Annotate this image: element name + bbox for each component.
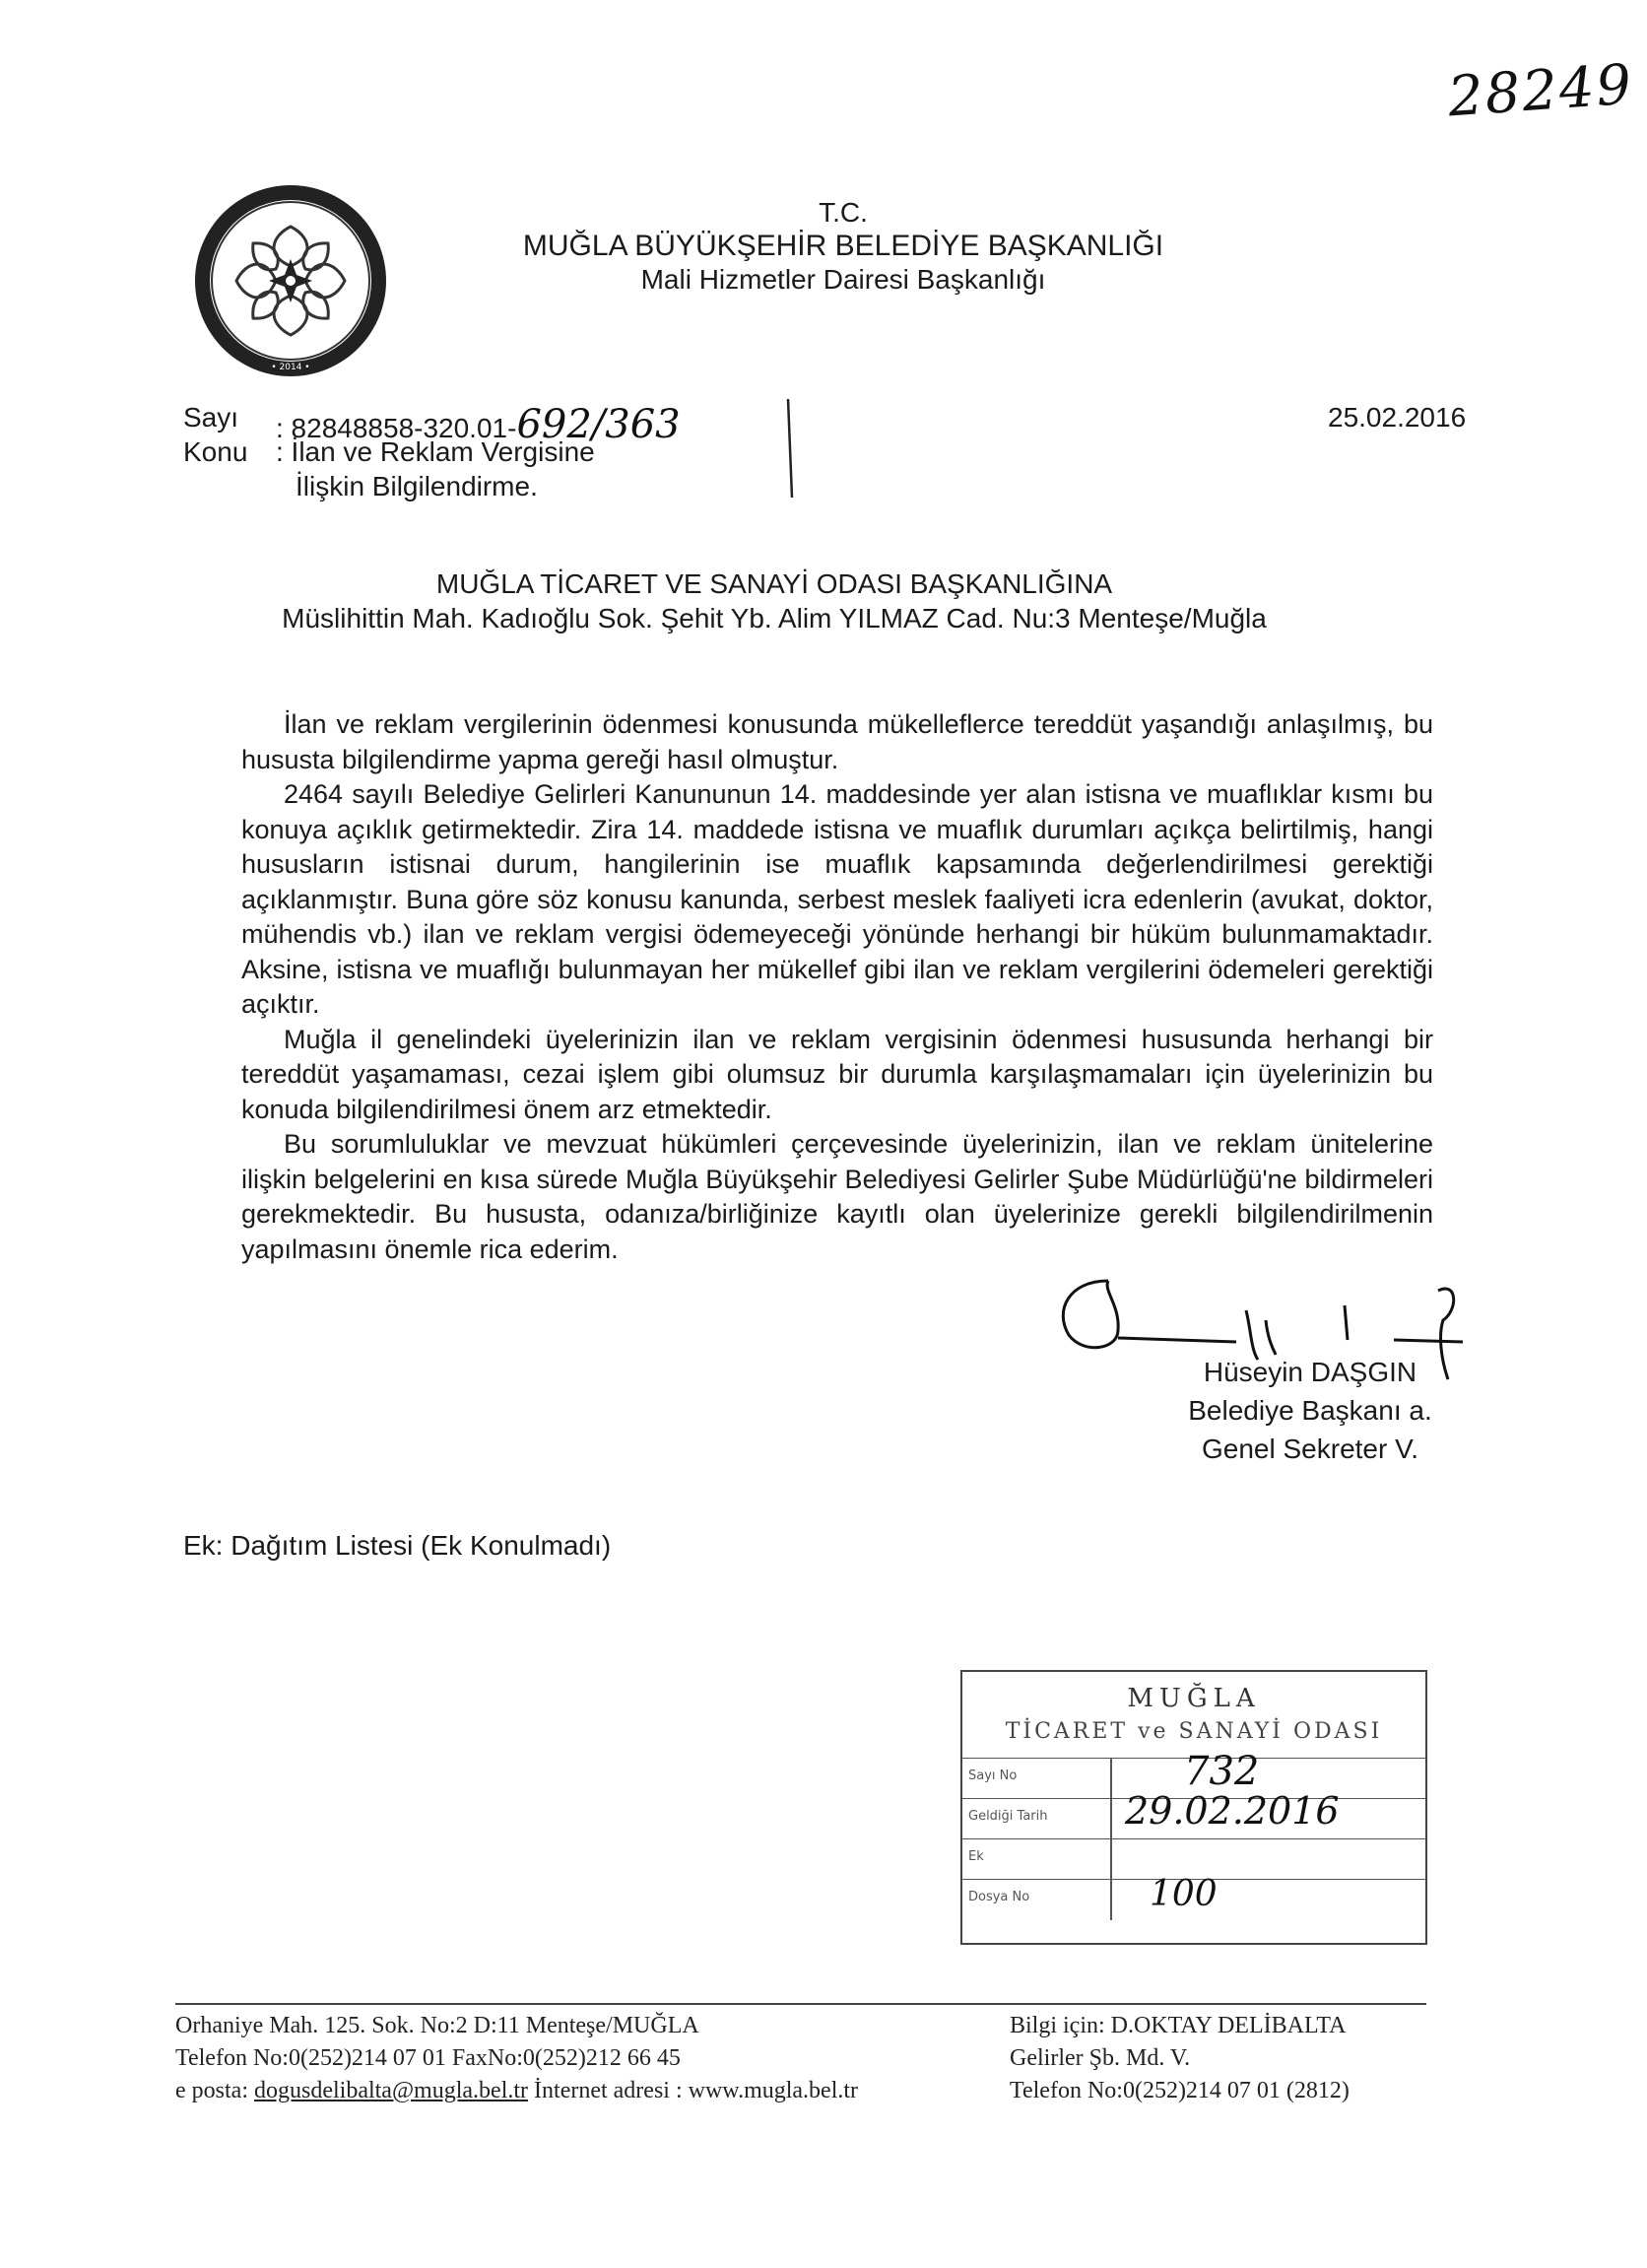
header-department: Mali Hizmetler Dairesi Başkanlığı: [640, 264, 1046, 295]
stamp-row-label: Sayı No: [968, 1768, 1018, 1783]
email-label: e posta:: [175, 2078, 254, 2103]
svg-text:• 2014 •: • 2014 •: [271, 363, 310, 372]
body-paragraph-4: Bu sorumluluklar ve mevzuat hükümleri çerçevesinde üyelerinizin, ilan ve reklam ünitelerine ilişkin belgelerini en kısa sürede Muğla Büyükşehir Belediyesi Gelirler Şube Müdürlüğü'ne bildirmeleri gerekmektedir. Bu hususta, odanıza/birliğinize kayıtlı olan üyelerinize gerekli bilgilendirilmenin yapılmasını önemle rica ederim.: [241, 1129, 1433, 1264]
stamp-row-value: 100: [1150, 1874, 1218, 1914]
footer-contact-left: [175, 2010, 858, 2107]
konu-value-line1: : İlan ve Reklam Vergisine: [276, 436, 595, 467]
stamp-row-dosya: [962, 1874, 1425, 1920]
sayi-label: Sayı: [183, 402, 239, 433]
header-organization: MUĞLA BÜYÜKŞEHİR BELEDİYE BAŞKANLIĞI: [522, 230, 1164, 262]
signature-block: [1143, 1353, 1478, 1468]
addressee-name: MUĞLA TİCARET VE SANAYİ ODASI BAŞKANLIĞINA: [435, 568, 1113, 599]
footer-address: Orhaniye Mah. 125. Sok. No:2 D:11 Menteşe/MUĞLA: [175, 2013, 699, 2038]
body-paragraph-2: 2464 sayılı Belediye Gelirleri Kanununun 14. maddesinde yer alan istisna ve muaflıklar kısmı bu konuya açıklık getirmektedir. Zira 14. maddede istisna ve muaflık durumları açıkça belirtilmiş, hangi hususların istisnai durum, hangilerinin ise muaflık kapsamında değerlendirilmesi gerektiği açıklanmıştır. Buna göre söz konusu kanunda, serbest meslek faaliyeti icra edenlerin (avukat, doktor, mühendis vb.) ilan ve reklam vergisi ödemeyeceği yönünde herhangi bir hüküm bulunmamaktadır. Aksine, istisna ve muaflığı bulunmayan her mükellef gibi ilan ve reklam vergilerini ödemeleri gerektiği açıktır.: [241, 779, 1433, 1019]
incoming-document-stamp: [960, 1670, 1427, 1945]
stamp-title-line1: MUĞLA: [1127, 1684, 1261, 1713]
letter-body: [241, 707, 1433, 1267]
footer-phone-fax: Telefon No:0(252)214 07 01 FaxNo:0(252)212 66 45: [175, 2045, 681, 2071]
stamp-divider: [1110, 1799, 1112, 1839]
sayi-number: : 82848858-320.01-: [276, 413, 517, 443]
stamp-divider: [1110, 1759, 1112, 1799]
footer-info-phone: Telefon No:0(252)214 07 01 (2812): [1010, 2078, 1350, 2103]
stamp-row-label: Geldiği Tarih: [968, 1809, 1048, 1824]
handwritten-stroke: [783, 394, 803, 502]
stamp-divider: [1110, 1880, 1112, 1920]
footer-info-contact: Bilgi için: D.OKTAY DELİBALTA: [1010, 2013, 1347, 2038]
footer-divider: [175, 2003, 1426, 2005]
stamp-title-line2: TİCARET ve SANAYİ ODASI: [1005, 1719, 1383, 1744]
website-text: İnternet adresi : www.mugla.bel.tr: [528, 2078, 859, 2103]
stamp-row-label: Dosya No: [968, 1890, 1030, 1904]
addressee-address: Müslihittin Mah. Kadıoğlu Sok. Şehit Yb. Alim YILMAZ Cad. Nu:3 Menteşe/Muğla: [282, 603, 1267, 634]
stamp-row-label: Ek: [968, 1849, 984, 1864]
stamp-divider: [1110, 1839, 1112, 1880]
attachment-note: Ek: Dağıtım Listesi (Ek Konulmadı): [183, 1530, 612, 1561]
signer-title-1: Belediye Başkanı a.: [1188, 1395, 1432, 1426]
document-date: 25.02.2016: [1328, 402, 1467, 433]
signer-name: Hüseyin DAŞGIN: [1203, 1357, 1417, 1387]
signer-title-2: Genel Sekreter V.: [1202, 1434, 1418, 1464]
sayi-handwritten: 692/363: [516, 402, 681, 447]
body-paragraph-1: İlan ve reklam vergilerinin ödenmesi konusunda mükelleflerce tereddüt yaşandığı anlaşılmış, bu hususta bilgilendirme yapma gereği hasıl olmuştur.: [241, 709, 1433, 774]
header-country: T.C.: [819, 197, 868, 228]
handwritten-reference-number: 28249: [1445, 52, 1636, 130]
konu-value-line2: İlişkin Bilgilendirme.: [296, 471, 538, 501]
stamp-row-date: [962, 1789, 1425, 1839]
konu-label: Konu: [183, 436, 248, 467]
footer-contact-right: [1010, 2010, 1350, 2107]
footer-info-title: Gelirler Şb. Md. V.: [1010, 2045, 1191, 2071]
stamp-row-value: 732: [1184, 1749, 1260, 1794]
stamp-row-value: 29.02.2016: [1125, 1789, 1340, 1833]
body-paragraph-3: Muğla il genelindeki üyelerinizin ilan ve reklam vergisinin ödenmesi hususunda herhangi bir tereddüt yaşamaması, cezai işlem gibi olumsuz bir durumla karşılaşmamaları için üyelerinizin bu konuda bilgilendirilmesi önem arz etmektedir.: [241, 1024, 1433, 1124]
email-link[interactable]: dogusdelibalta@mugla.bel.tr: [253, 2078, 529, 2103]
footer-email-web: [175, 2075, 858, 2107]
